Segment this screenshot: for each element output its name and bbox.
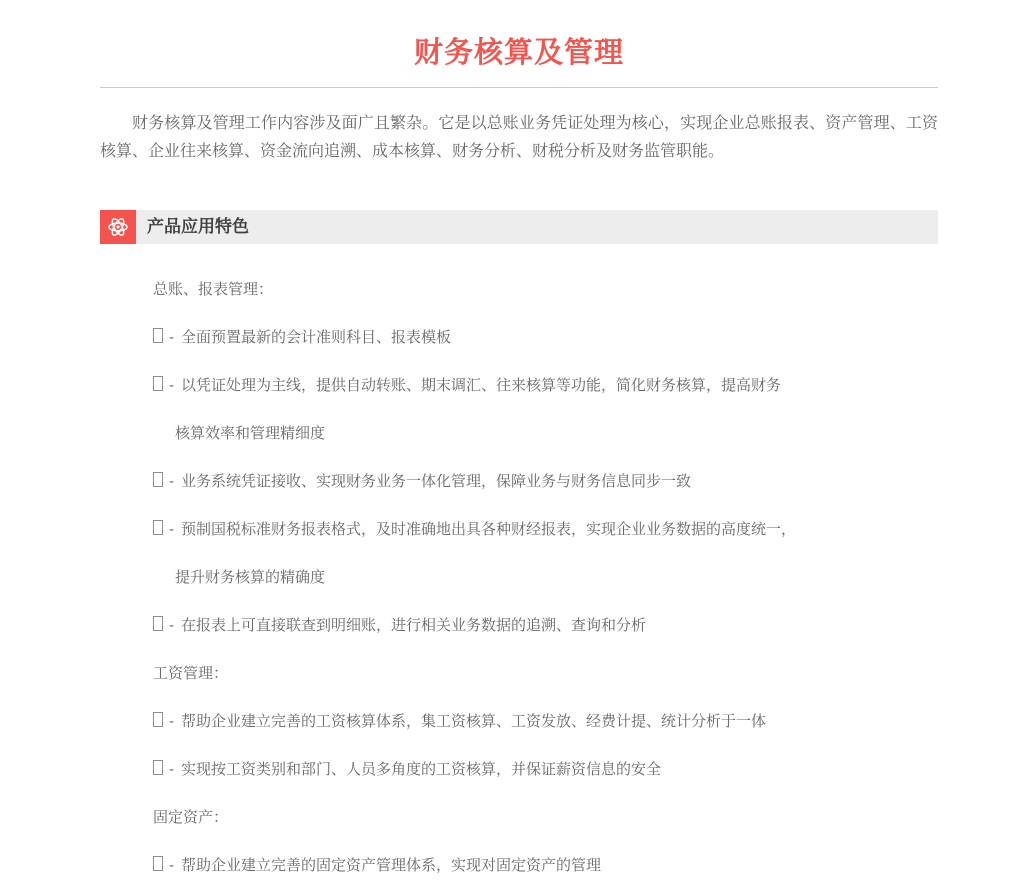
list-item: - 预制国税标准财务报表格式，及时准确地出具各种财经报表，实现企业业务数据的高度统一， (153, 506, 938, 554)
page-title: 财务核算及管理 (413, 37, 624, 69)
list-item: - 帮助企业建立完善的工资核算体系，集工资核算、工资发放、经费计提、统计分析于一体 (153, 698, 938, 746)
title-divider (100, 87, 938, 88)
list-item: - 业务系统凭证接收、实现财务业务一体化管理，保障业务与财务信息同步一致 (153, 458, 938, 506)
feature-list (153, 266, 938, 890)
bullet-dash: - (169, 761, 174, 778)
bullet-dash: - (169, 329, 174, 346)
missing-glyph-bullet-icon (153, 376, 163, 391)
list-item-continuation: 核算效率和管理精细度 (175, 425, 326, 442)
list-group-heading: 总账、报表管理： (153, 281, 274, 298)
bullet-dash: - (169, 617, 174, 634)
bullet-dash: - (169, 377, 174, 394)
bullet-dash: - (169, 473, 174, 490)
missing-glyph-bullet-icon (153, 760, 163, 775)
content-page (100, 0, 938, 890)
list-item-continuation: 提升财务核算的精确度 (175, 569, 326, 586)
section-header-bar (100, 210, 938, 244)
list-group-heading: 固定资产： (153, 809, 229, 826)
list-item: - 全面预置最新的会计准则科目、报表模板 (153, 314, 938, 362)
list-item: - 以凭证处理为主线，提供自动转账、期末调汇、往来核算等功能，简化财务核算，提高财务 (153, 362, 938, 410)
list-item: - 帮助企业建立完善的固定资产管理体系，实现对固定资产的管理 (153, 842, 938, 890)
bullet-dash: - (169, 521, 174, 538)
missing-glyph-bullet-icon (153, 328, 163, 343)
section-title: 产品应用特色 (147, 217, 249, 236)
missing-glyph-bullet-icon (153, 616, 163, 631)
bullet-dash: - (169, 713, 174, 730)
missing-glyph-bullet-icon (153, 856, 163, 871)
list-item: - 实现按工资类别和部门、人员多角度的工资核算，并保证薪资信息的安全 (153, 746, 938, 794)
intro-paragraph: 财务核算及管理工作内容涉及面广且繁杂。它是以总账业务凭证处理为核心，实现企业总账报表、资产管理、工资核算、企业往来核算、资金流向追溯、成本核算、财务分析、财税分析及财务监管职能。 (100, 115, 938, 160)
missing-glyph-bullet-icon (153, 712, 163, 727)
atom-icon (100, 210, 136, 244)
missing-glyph-bullet-icon (153, 520, 163, 535)
missing-glyph-bullet-icon (153, 472, 163, 487)
bullet-dash: - (169, 857, 174, 874)
list-group-heading: 工资管理： (153, 665, 229, 682)
list-item: - 在报表上可直接联查到明细账，进行相关业务数据的追溯、查询和分析 (153, 602, 938, 650)
